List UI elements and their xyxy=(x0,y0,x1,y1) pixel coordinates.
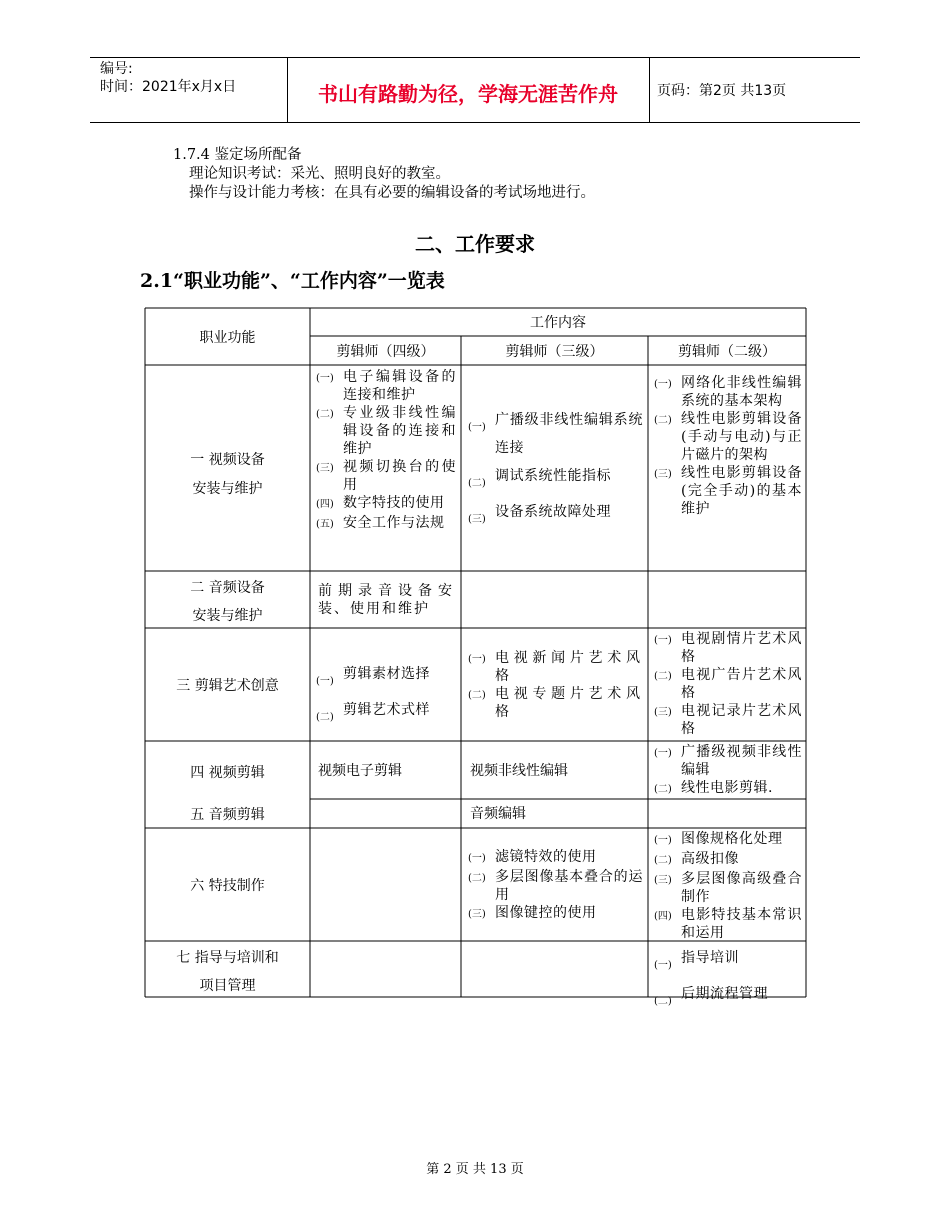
row6-level3 xyxy=(468,848,643,924)
document-number-label: 编号: xyxy=(100,61,133,77)
list-item: (一) 电视剧情片艺术风格 xyxy=(654,631,802,665)
list-item: (一) 广播级视频非线性编辑 xyxy=(654,744,802,778)
col-header-content: 工作内容 xyxy=(530,315,586,331)
list-item: (二) 电视广告片艺术风格 xyxy=(654,667,802,701)
list-item: (三) 多层图像高级叠合制作 xyxy=(654,871,802,905)
function-editing-art: 三 剪辑艺术创意 xyxy=(176,678,279,694)
practical-exam-venue: 操作与设计能力考核：在具有必要的编辑设备的考试场地进行。 xyxy=(189,185,595,201)
header-meta xyxy=(100,60,236,96)
subsection-title: 2.1“职业功能”、“工作内容”一览表 xyxy=(140,270,445,292)
function-video-editing: 四 视频剪辑 xyxy=(190,765,265,781)
function-audio-equipment xyxy=(145,574,310,630)
list-item: (二) 线性电影剪辑设备(手动与电动)与正片磁片的架构 xyxy=(654,411,802,463)
row5-level3: 音频编辑 xyxy=(470,806,526,822)
col-header-level3: 剪辑师（三级） xyxy=(505,344,604,360)
row1-level3 xyxy=(468,406,643,534)
col-header-function: 职业功能 xyxy=(199,330,256,346)
list-item: (二) 调试系统性能指标 xyxy=(468,468,611,489)
row4-level3: 视频非线性编辑 xyxy=(470,763,568,779)
list-item: (二) 多层图像基本叠合的运用 xyxy=(468,869,643,903)
list-item: (一) 剪辑素材选择 xyxy=(316,666,430,687)
function-audio-editing: 五 音频剪辑 xyxy=(190,807,265,823)
header-page-number: 页码：第2页 共13页 xyxy=(657,83,787,99)
list-item: (五) 安全工作与法规 xyxy=(316,515,445,531)
list-item: (二) 专业级非线性编辑设备的连接和维护 xyxy=(316,405,456,457)
row3-level4 xyxy=(316,660,456,732)
list-item: (二) 后期流程管理 xyxy=(654,986,768,1007)
page-footer: 第 2 页 共 13 页 xyxy=(426,1162,524,1177)
list-item: (三) 电视记录片艺术风格 xyxy=(654,703,802,737)
list-item: (一) 网络化非线性编辑系统的基本架构 xyxy=(654,375,802,409)
function-line: 七 指导与培训和 xyxy=(176,950,279,966)
section-1-7-4-heading: 1.7.4 鉴定场所配备 xyxy=(173,147,302,163)
list-item: (一) 图像规格化处理 xyxy=(654,831,783,847)
list-item: (四) 电影特技基本常识和运用 xyxy=(654,907,802,941)
row3-level3 xyxy=(468,649,643,721)
list-item: (四) 数字特技的使用 xyxy=(316,495,445,511)
header-divider-right xyxy=(649,57,650,123)
list-item: (一) 广播级非线性编辑系统连接 xyxy=(468,412,643,456)
header-top-rule xyxy=(90,57,860,58)
col-header-level2: 剪辑师（二级） xyxy=(678,344,776,360)
row1-level2 xyxy=(654,374,802,518)
theory-exam-venue: 理论知识考试：采光、照明良好的教室。 xyxy=(189,166,450,182)
list-item: (三) 视频切换台的使用 xyxy=(316,459,456,493)
list-item: (二) 线性电影剪辑. xyxy=(654,780,773,796)
function-training-management xyxy=(145,944,310,1000)
row2-level4: 前期录音设备安装、使用和维护 xyxy=(318,583,454,617)
row6-level2 xyxy=(654,830,802,942)
list-item: (一) 电视新闻片艺术风格 xyxy=(468,650,643,684)
list-item: (一) 指导培训 xyxy=(654,950,739,971)
header-bottom-rule xyxy=(90,122,860,123)
list-item: (一) 滤镜特效的使用 xyxy=(468,849,597,865)
function-video-equipment xyxy=(145,446,310,504)
header-motto: 书山有路勤为径，学海无涯苦作舟 xyxy=(318,82,618,106)
row7-level2 xyxy=(654,944,802,1016)
col-header-level4: 剪辑师（四级） xyxy=(336,344,435,360)
list-item: (三) 图像键控的使用 xyxy=(468,905,597,921)
section-title: 二、工作要求 xyxy=(415,232,535,256)
list-item: (三) 线性电影剪辑设备(完全手动)的基本维护 xyxy=(654,465,802,517)
row4-level4: 视频电子剪辑 xyxy=(318,763,402,779)
list-item: (一) 电子编辑设备的连接和维护 xyxy=(316,369,456,403)
function-line: 二 音频设备 xyxy=(190,580,265,596)
function-line: 项目管理 xyxy=(199,978,256,994)
row3-level2 xyxy=(654,630,802,738)
list-item: (二) 高级扣像 xyxy=(654,851,739,867)
document-time-label: 时间：2021年x月x日 xyxy=(100,79,237,95)
function-line: 安装与维护 xyxy=(192,608,263,624)
list-item: (二) 电视专题片艺术风格 xyxy=(468,686,643,720)
row4-level2 xyxy=(654,743,802,799)
function-special-effects: 六 特技制作 xyxy=(190,878,265,894)
function-line: 一 视频设备 xyxy=(190,452,265,468)
function-line: 安装与维护 xyxy=(192,481,263,497)
row1-level4 xyxy=(316,368,456,534)
list-item: (三) 设备系统故障处理 xyxy=(468,504,611,525)
list-item: (二) 剪辑艺术式样 xyxy=(316,702,430,723)
